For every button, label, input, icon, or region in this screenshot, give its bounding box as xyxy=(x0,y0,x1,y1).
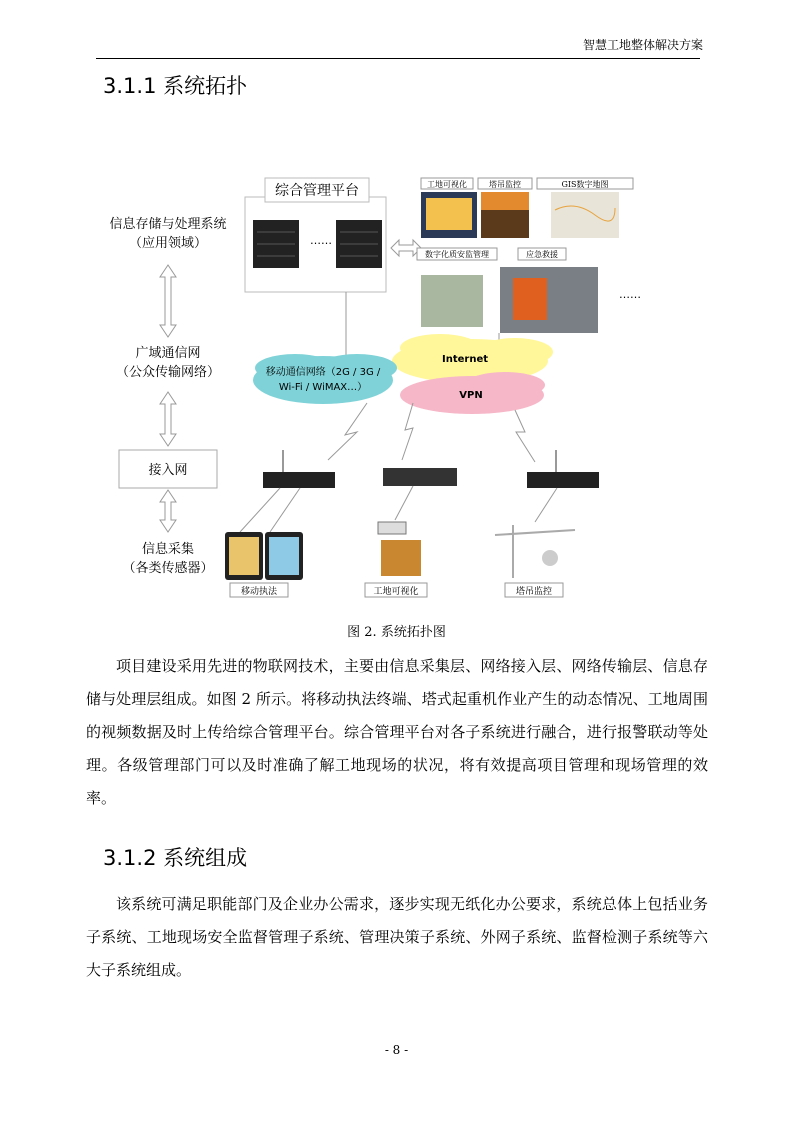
paragraph-topology: 项目建设采用先进的物联网技术，主要由信息采集层、网络接入层、网络传输层、信息存储与处理层组成。如图 2 所示。将移动执法终端、塔式起重机作业产生的动态情况、工地周围的视频数据及时上传给综合管理平台。综合管理平台对各子系统进行融合，进行报警联动等处理。各级管理部门可以及时准确了解工地现场的状况，将有效提高项目管理和现场管理的效率。 xyxy=(86,657,708,807)
platform-label: 综合管理平台 xyxy=(275,183,359,199)
server-rack-1 xyxy=(253,220,299,268)
layer-wan xyxy=(116,345,220,380)
dvr-camera-link xyxy=(395,486,413,520)
double-arrow-2 xyxy=(160,392,176,446)
svg-text:Internet: Internet xyxy=(441,354,489,365)
router-crane-link xyxy=(535,488,557,522)
server-ellipsis: …… xyxy=(310,234,332,247)
site-camera xyxy=(378,522,421,576)
layer-storage xyxy=(109,216,226,251)
topology-diagram xyxy=(95,170,695,610)
app-site-visualization xyxy=(421,178,477,238)
app-crane-monitoring xyxy=(478,178,532,238)
layer-storage-subtitle: （应用领域） xyxy=(128,236,208,251)
wireless-link-center xyxy=(402,403,413,460)
layer-wan-title: 广域通信网 xyxy=(135,346,201,361)
layer-sensing-subtitle: （各类传感器） xyxy=(122,561,214,576)
layer-sensing xyxy=(122,541,213,576)
wireless-link-right xyxy=(515,410,535,462)
svg-text:工地可视化: 工地可视化 xyxy=(427,180,467,189)
svg-text:VPN: VPN xyxy=(459,390,483,401)
header-rule xyxy=(96,58,700,59)
svg-text:GIS数字地图: GIS数字地图 xyxy=(561,180,609,189)
wireless-router-left xyxy=(263,450,335,488)
app-emergency-rescue xyxy=(500,248,598,333)
layer-wan-subtitle: （公众传输网络） xyxy=(115,365,221,380)
app-quality-safety xyxy=(417,248,497,327)
wireless-router-right xyxy=(527,450,599,488)
layer-access-title: 接入网 xyxy=(148,463,188,478)
tower-crane-graphic xyxy=(495,525,575,578)
section-heading-topology: 3.1.1 系统拓扑 xyxy=(103,74,248,98)
figure-caption: 图 2. 系统拓扑图 xyxy=(347,625,446,640)
svg-text:移动通信网络（2G / 3G /: 移动通信网络（2G / 3G / xyxy=(265,367,381,378)
paragraph-composition: 该系统可满足职能部门及企业办公需求，逐步实现无纸化办公要求，系统总体上包括业务子系统、工地现场安全监督管理子系统、管理决策子系统、外网子系统、监督检测子系统等六大子系统组成。 xyxy=(86,895,708,979)
apps-ellipsis: …… xyxy=(619,288,641,301)
svg-text:数字化质安监管理: 数字化质安监管理 xyxy=(425,250,489,259)
svg-text:Wi-Fi / WiMAX…）: Wi-Fi / WiMAX…） xyxy=(278,382,368,393)
wireless-link-left xyxy=(328,403,367,460)
double-arrow-1 xyxy=(160,265,176,337)
mobile-network-cloud xyxy=(253,354,397,404)
server-rack-2 xyxy=(336,220,382,268)
layer-sensing-title: 信息采集 xyxy=(141,542,195,557)
svg-text:塔吊监控: 塔吊监控 xyxy=(489,180,521,189)
page-number: - 8 - xyxy=(384,1043,409,1057)
sensor-label-site-visualization: 工地可视化 xyxy=(373,587,419,597)
vpn-cloud xyxy=(400,372,545,414)
sensor-label-crane: 塔吊监控 xyxy=(515,587,553,597)
section-heading-composition: 3.1.2 系统组成 xyxy=(103,846,248,870)
mobile-enforcement-tablets xyxy=(225,532,303,580)
app-gis-map xyxy=(537,178,633,238)
sensor-label-mobile: 移动执法 xyxy=(240,587,278,597)
running-header: 智慧工地整体解决方案 xyxy=(582,38,703,52)
double-arrow-3 xyxy=(160,490,176,532)
layer-storage-title: 信息存储与处理系统 xyxy=(109,217,227,232)
svg-text:应急救援: 应急救援 xyxy=(526,250,558,259)
dvr-recorder xyxy=(383,468,457,486)
